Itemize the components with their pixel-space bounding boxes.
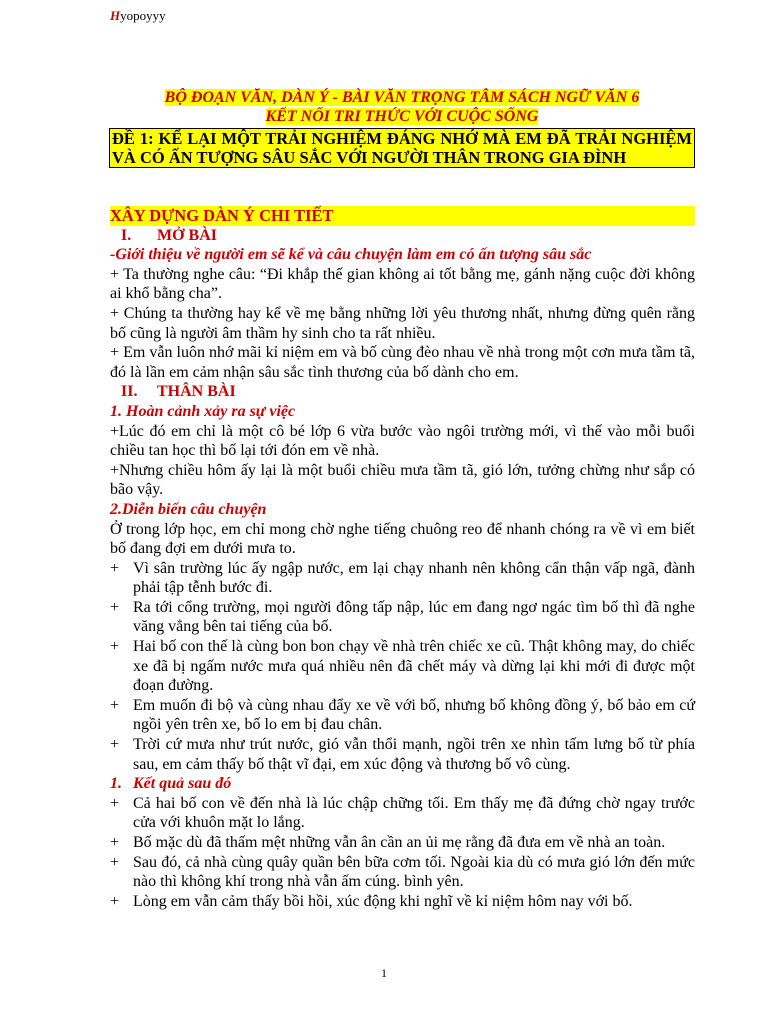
section-1-heading: I. MỞ BÀI [121,226,217,244]
list-item: + Cả hai bố con về đến nhà là lúc chập chững tối. Em thấy mẹ đã đứng chờ ngay trước cửa với khuôn mặt lo lắng. [110,794,695,832]
list-item: + Sau đó, cả nhà cùng quây quần bên bữa cơm tối. Ngoài kia dù có mưa gió lớn đến mức nào thì không khí trong nhà vẫn ấm cúng. bình yên. [110,853,695,891]
paragraph: Ở trong lớp học, em chỉ mong chờ nghe tiếng chuông reo để nhanh chóng ra về vì em biết bố đang đợi em dưới mưa to. [110,520,695,558]
paragraph: + Chúng ta thường hay kể về mẹ bằng những lời yêu thương nhất, nhưng đừng quên rằng bố cũng là người âm thầm hy sinh cho ta rất nhiều. [110,304,695,342]
paragraph: + Em vẫn luôn nhớ mãi kỉ niệm em và bố cùng đèo nhau về nhà trong một cơn mưa tầm tã, đó là lần em cảm nhận sâu sắc tình thương của bố dành cho em. [110,344,695,381]
page-number: 1 [381,966,387,980]
topic-box: ĐỀ 1: KỂ LẠI MỘT TRẢI NGHIỆM ĐÁNG NHỚ MÀ EM ĐÃ TRẢI NGHIỆM VÀ CÓ ẤN TƯỢNG SÂU SẮC VỚI NGƯỜI THÂN TRONG GIA ĐÌNH [109,128,695,168]
outline-content [110,206,695,911]
outline-heading: XÂY DỰNG DÀN Ý CHI TIẾT [110,206,695,226]
title-line-1: BỘ ĐOẠN VĂN, DÀN Ý - BÀI VĂN TRỌNG TÂM SÁCH NGỮ VĂN 6 [164,89,640,106]
part-3-heading: 1. Kết quả sau đó [110,775,232,793]
list-item: + Hai bố con thế là cùng bon bon chạy về nhà trên chiếc xe cũ. Thật không may, do chiếc xe đã bị ngấm nước mưa quá nhiều nên đã chết máy và dừng lại khi mới đi được một đoạn đường. [110,638,695,695]
title-line-2: KẾT NỐI TRI THỨC VỚI CUỘC SỐNG [265,108,539,125]
paragraph: +Lúc đó em chỉ là một cô bé lớp 6 vừa bước vào ngôi trường mới, vì thế vào mỗi buổi chiều tan học thì bố lại tới đón em về nhà. [110,422,695,460]
brand-initial: H [110,8,121,23]
list-item: + Lòng em vẫn cảm thấy bồi hồi, xúc động khi nghĩ về kỉ niệm hôm nay với bố. [110,892,633,910]
list-item: + Ra tới cổng trường, mọi người đông tấp nập, lúc em đang ngơ ngác tìm bố thì đã nghe văng vẳng bên tai tiếng của bố. [110,598,695,636]
part-2-heading: 2.Diễn biến câu chuyện [110,500,267,518]
part-1-heading: 1. Hoàn cảnh xảy ra sự việc [110,402,296,420]
list-item: + Trời cứ mưa như trút nước, gió vẫn thổi mạnh, ngồi trên xe nhìn tấm lưng bố từ phía sau, em cảm thấy bố thật vĩ đại, em xúc động và thương bố vô cùng. [110,736,695,773]
paragraph: + Ta thường nghe câu: “Đi khắp thế gian không ai tốt bằng mẹ, gánh nặng cuộc đời không ai khổ bằng cha”. [110,265,695,303]
list-item: + Vì sân trường lúc ấy ngập nước, em lại chạy nhanh nên không cẩn thận vấp ngã, đành phải tập tễnh bước đi. [110,559,695,597]
list-item: + Bố mặc dù đã thấm mệt những vẫn ân cần an ủi mẹ rằng đã đưa em về nhà an toàn. [110,834,666,851]
document-title [110,88,694,126]
paragraph: +Nhưng chiều hôm ấy lại là một buổi chiều mưa tầm tã, gió lớn, tưởng chừng như sắp có bão vậy. [110,461,695,499]
header-brand [110,8,166,24]
list-item: + Em muốn đi bộ và cùng nhau đẩy xe về với bố, nhưng bố không đồng ý, bố bảo em cứ ngồi yên trên xe, bố lo em bị đau chân. [110,696,695,734]
brand-name: yopoyyy [120,8,166,23]
section-1-subheading: -Giới thiệu về người em sẽ kể và câu chuyện làm em có ấn tượng sâu sắc [110,246,592,264]
section-2-heading: II. THÂN BÀI [121,383,236,401]
